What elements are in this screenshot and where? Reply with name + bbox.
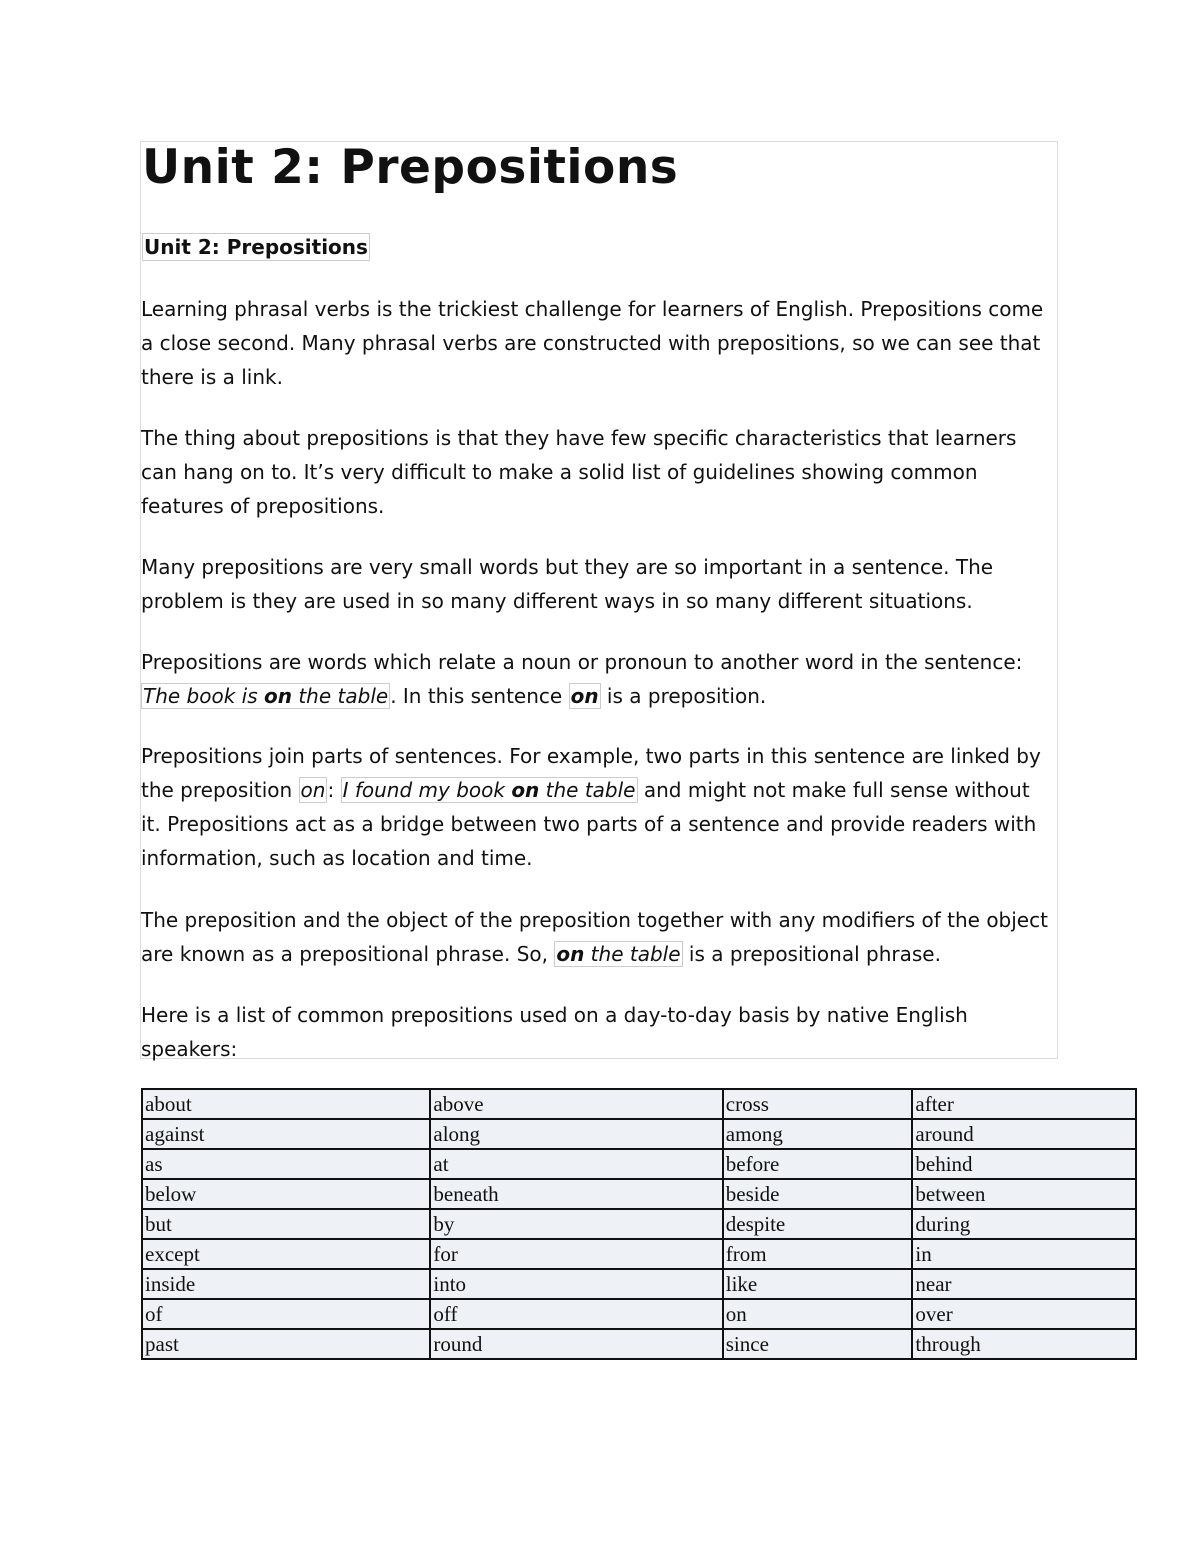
table-cell: before <box>723 1149 913 1179</box>
paragraph-intro: Learning phrasal verbs is the trickiest challenge for learners of English. Prepositions come a close second. Many phrasal verbs are constructed with prepositions, so we can see that there is a link. <box>141 297 1044 389</box>
paragraph-join-parts: Prepositions join parts of sentences. For example, two parts in this sentence are linked by the preposition on : I found my book on the table and might not make full sense without it. Prepositions act as a bridge between two parts of a sentence and provide readers with information, such as location and time. <box>141 744 1041 870</box>
table-cell: except <box>142 1239 430 1269</box>
table-cell: about <box>142 1089 430 1119</box>
table-cell: beside <box>723 1179 913 1209</box>
prepositions-table <box>141 1088 1137 1360</box>
paragraph-prepositional-phrase: The preposition and the object of the preposition together with any modifiers of the object are known as a prepositional phrase. So, on the table is a prepositional phrase. <box>141 908 1048 966</box>
table-cell: round <box>430 1329 722 1359</box>
table-row <box>142 1239 1136 1269</box>
table-cell: at <box>430 1149 722 1179</box>
table-cell: against <box>142 1119 430 1149</box>
table-cell: into <box>430 1269 722 1299</box>
table-cell: despite <box>723 1209 913 1239</box>
table-cell: after <box>912 1089 1136 1119</box>
table-cell: over <box>912 1299 1136 1329</box>
table-cell: of <box>142 1299 430 1329</box>
table-cell: for <box>430 1239 722 1269</box>
table-row <box>142 1149 1136 1179</box>
table-row <box>142 1269 1136 1299</box>
table-cell: around <box>912 1119 1136 1149</box>
table-row <box>142 1089 1136 1119</box>
table-row <box>142 1179 1136 1209</box>
table-cell: in <box>912 1239 1136 1269</box>
example-sentence-found-book: I found my book on the table <box>342 778 636 802</box>
table-cell: since <box>723 1329 913 1359</box>
table-cell: from <box>723 1239 913 1269</box>
example-phrase-on-the-table: on the table <box>556 942 681 966</box>
table-row <box>142 1119 1136 1149</box>
table-cell: behind <box>912 1149 1136 1179</box>
table-row <box>142 1299 1136 1329</box>
table-cell: near <box>912 1269 1136 1299</box>
table-row <box>142 1329 1136 1359</box>
table-cell: along <box>430 1119 722 1149</box>
table-cell: on <box>723 1299 913 1329</box>
paragraph-definition: Prepositions are words which relate a noun or pronoun to another word in the sentence: The book is on the table . In this sentence on is a preposition. <box>141 650 1023 708</box>
table-cell: during <box>912 1209 1136 1239</box>
table-cell: cross <box>723 1089 913 1119</box>
table-cell: by <box>430 1209 722 1239</box>
table-cell: between <box>912 1179 1136 1209</box>
table-cell: among <box>723 1119 913 1149</box>
subtitle-link[interactable]: Unit 2: Prepositions <box>144 235 368 259</box>
table-cell: like <box>723 1269 913 1299</box>
table-cell: beneath <box>430 1179 722 1209</box>
example-sentence-book: The book is on the table <box>143 684 389 708</box>
definition-lead-text: Prepositions are words which relate a noun or pronoun to another word in the sentence: <box>141 650 1023 674</box>
table-cell: through <box>912 1329 1136 1359</box>
paragraph-list-intro: Here is a list of common prepositions used on a day-to-day basis by native English speakers: <box>141 1003 968 1061</box>
term-on: on <box>570 684 599 708</box>
table-cell: above <box>430 1089 722 1119</box>
table-cell: as <box>142 1149 430 1179</box>
table-cell: past <box>142 1329 430 1359</box>
table-cell: off <box>430 1299 722 1329</box>
paragraph-characteristics: The thing about prepositions is that they have few specific characteristics that learners can hang on to. It’s very difficult to make a solid list of guidelines showing common features of prepositions. <box>141 426 1017 518</box>
term-on-inline: on <box>300 778 326 802</box>
paragraph-small-words: Many prepositions are very small words but they are so important in a sentence. The problem is they are used in so many different ways in so many different situations. <box>141 555 994 613</box>
page-title: Unit 2: Prepositions <box>142 140 679 195</box>
table-cell: but <box>142 1209 430 1239</box>
table-row <box>142 1209 1136 1239</box>
table-cell: inside <box>142 1269 430 1299</box>
table-cell: below <box>142 1179 430 1209</box>
